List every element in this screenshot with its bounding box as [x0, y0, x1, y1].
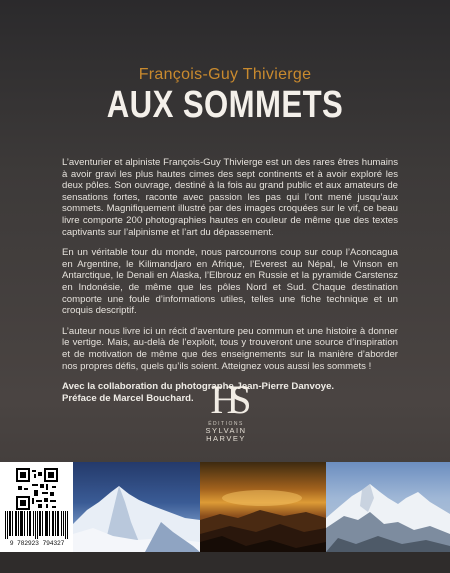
description-paragraph: L’auteur nous livre ici un récit d’aventure peu commun et une histoire à donner le vertige. Mais, au-delà de l’exploit, tous y trouveront une source d’inspiration et de motivation de même que des enseignements sur la manière d’aborder nos propres défis, quels qu’ils soient. Atteignez vous aussi les sommets !: [62, 325, 398, 372]
preface-credit: Préface de Marcel Bouchard.: [62, 392, 194, 404]
publisher-name-line1: SYLVAIN: [205, 426, 247, 435]
book-description: [62, 157, 398, 404]
author-name: François-Guy Thivierge: [138, 66, 312, 83]
barcode-panel: [0, 462, 73, 552]
bottom-band: [0, 552, 450, 573]
photographer-credit: Avec la collaboration du photographe Jean-Pierre Danvoye.: [62, 381, 335, 393]
barcode-icon: [4, 511, 69, 539]
photo-sunset-summit: [200, 462, 326, 552]
publisher-monogram: HS: [210, 377, 242, 422]
sunset-illustration: [200, 462, 326, 552]
publisher-label: ÉDITIONS: [208, 421, 244, 427]
photo-antarctic-peaks: [73, 462, 200, 552]
book-title: AUX SOMMETS: [106, 84, 344, 126]
publisher-name-line2: HARVEY: [206, 434, 246, 443]
qr-code-icon: [16, 468, 58, 510]
isbn-number: 9 782923 794327: [9, 540, 65, 547]
mountain-illustration: [73, 462, 200, 552]
mountain-illustration: [326, 462, 450, 552]
publisher-logo: [195, 377, 257, 443]
description-paragraph: L’aventurier et alpiniste François-Guy Thivierge est un des rares êtres humains à avoir gravi les plus hautes cimes des sept continents et à avoir exploré les deux pôles. Son ouvrage, destiné à la fois au grand public et aux amateurs de sensations fortes, raconte avec passion les pas qui l’ont mené jusqu’aux sommets. Magnifiquement illustré par des images croquées sur le vif, ce beau livre comporte 200 photographies hautes en couleur de même que des textes captivants sur l’alpinisme et l’art du dépassement.: [62, 157, 398, 238]
photo-everest-range: [326, 462, 450, 552]
description-paragraph: En un véritable tour du monde, nous parcourrons coup sur coup l’Aconcagua en Argentine, le Kilimandjaro en Afrique, l’Everest au Népal, le Vinson en Antarctique, le Denali en Alaska, l’Elbrouz en Russie et la pyramide Carstensz en Indonésie, de même que les pôles Nord et Sud. Chaque destination comporte une foule d’informations utiles, telles une fiche technique et un croquis descriptif.: [62, 247, 398, 317]
